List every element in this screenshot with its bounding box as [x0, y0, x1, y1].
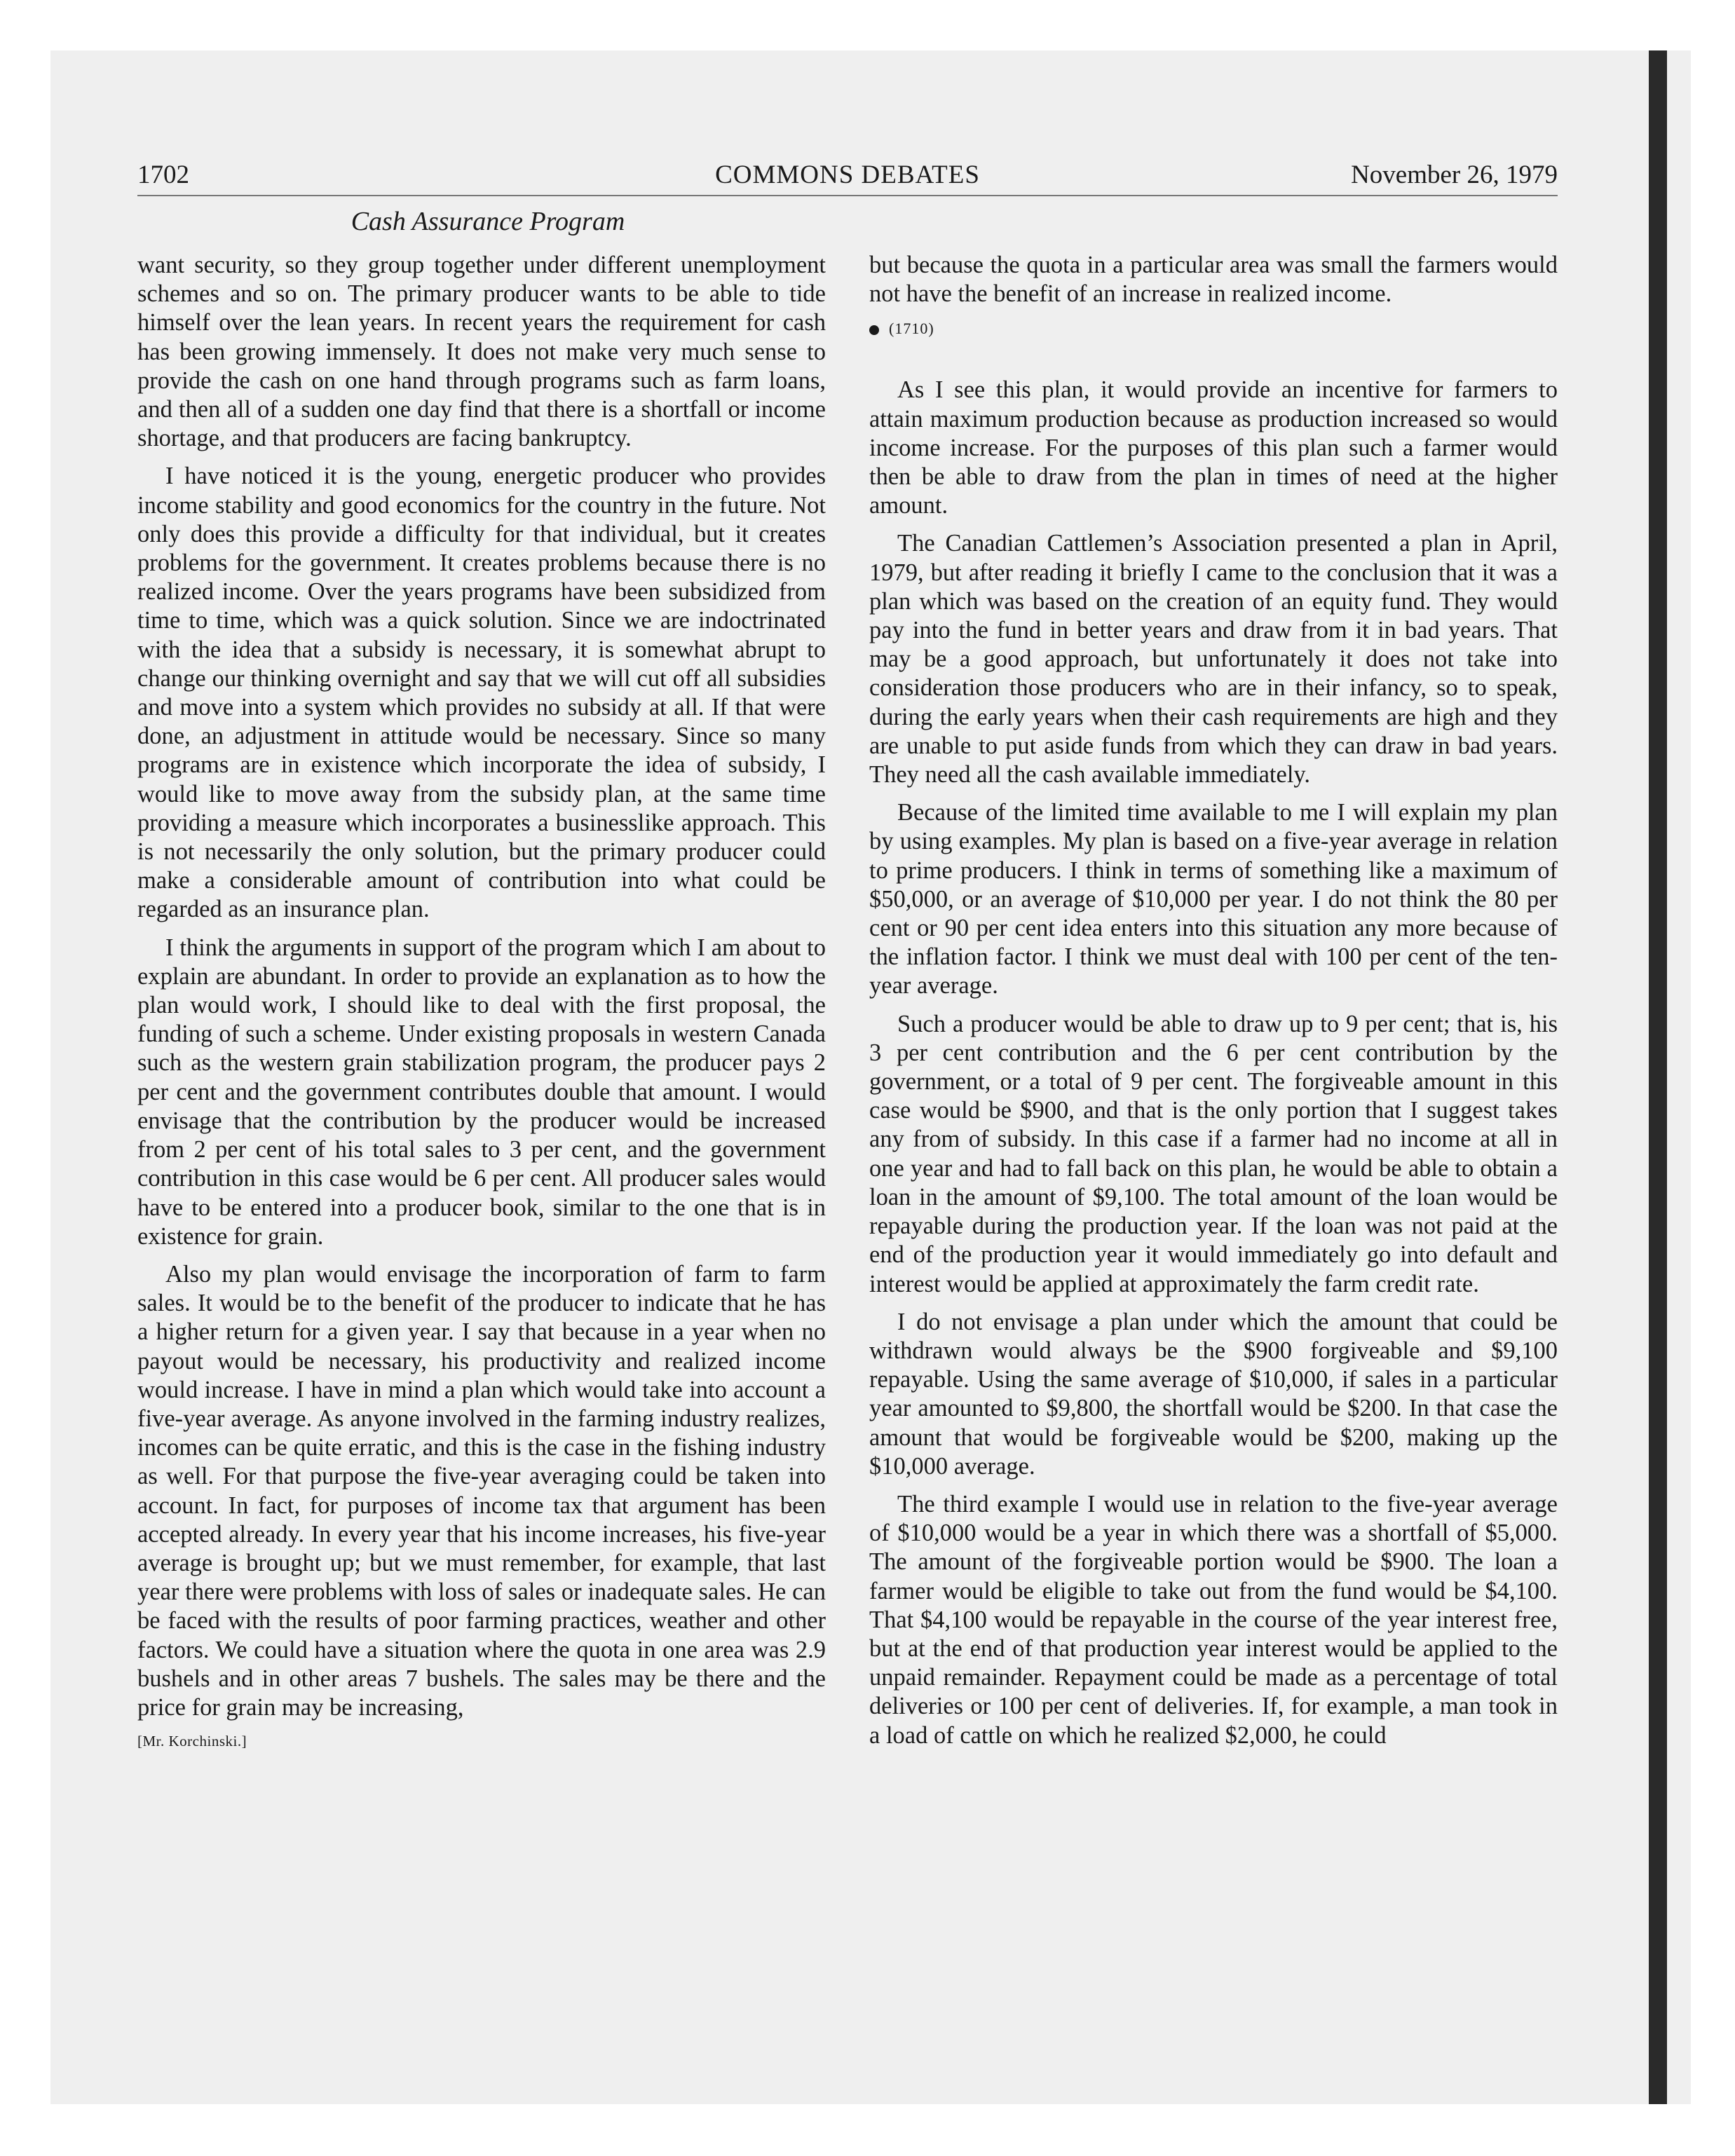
paragraph: The Canadian Cattlemen’s Association presented a plan in April, 1979, but after reading it briefly I came to the conclusion that it was a plan which was based on the creation of an equity fund. They would pay into the fund in better years and draw from it in bad years. That may be a good approach, but unfortunately it does not take into consideration those producers who are in their infancy, so to speak, during the early years when their cash requirements are high and they are unable to put aside funds from which they can draw in bad years. They need all the cash available immediately.: [869, 530, 1558, 789]
scan-edge-bar: [1649, 50, 1667, 2104]
paragraph: I have noticed it is the young, energetic producer who provides income stability and good economics for the country in the future. Not only does this provide a difficulty for that individual, but it creates problems for the government. It creates problems because there is no realized income. Over the years programs have been subsidized from time to time, which was a quick solution. Since we are indoctrinated with the idea that a subsidy is necessary, it is somewhat abrupt to change our thinking overnight and say that we will cut off all subsidies and move into a system which provides no subsidy at all. If that were done, an adjustment in attitude would be necessary. Since so many programs are in existence which incorporate the idea of subsidy, I would like to move away from the subsidy plan, at the same time providing a measure which incorporates a businesslike approach. This is not necessarily the only solution, but the primary producer could make a considerable amount of contribution into what could be regarded as an insurance plan.: [137, 463, 826, 923]
time-marker: [869, 318, 1558, 339]
speaker-attribution: [Mr. Korchinski.]: [137, 1733, 247, 1750]
paragraph: Because of the limited time available to me I will explain my plan by using examples. My plan is based on a five-year average in relation to prime producers. I think in terms of something like a maximum of $50,000, or an average of $10,000 per year. I do not think the 80 per cent or 90 per cent idea enters into this situation any more because of the inflation factor. I think we must deal with 100 per cent of the ten-year average.: [869, 799, 1558, 999]
publication-title: COMMONS DEBATES: [715, 161, 980, 189]
paragraph: want security, so they group together under different unemployment schemes and so on. The primary producer wants to be able to tide himself over the lean years. In recent years the requirement for cash has been growing immensely. It does not make very much sense to provide the cash on one hand through programs such as farm loans, and then all of a sudden one day find that there is a shortfall or income shortage, and that producers are facing bankruptcy.: [137, 252, 826, 452]
subject-heading: Cash Assurance Program: [351, 207, 625, 236]
paragraph-continuation: but because the quota in a particular area was small the farmers would not have the benefit of an increase in realized income.: [869, 252, 1558, 308]
paragraph: As I see this plan, it would provide an incentive for farmers to attain maximum production because as production increased so would income increase. For the purposes of this plan such a farmer would then be able to draw from the plan in times of need at the higher amount.: [869, 376, 1558, 519]
left-column: [137, 251, 826, 1751]
bullet-icon: [869, 325, 879, 335]
page-date: November 26, 1979: [1351, 161, 1558, 189]
paragraph: Also my plan would envisage the incorporation of farm to farm sales. It would be to the benefit of the producer to indicate that he has a higher return for a given year. I say that because in a year when no payout would be necessary, his productivity and realized income would increase. I have in mind a plan which would take into account a five-year average. As anyone involved in the farming industry realizes, incomes can be quite erratic, and this is the case in the fishing industry as well. For that purpose the five-year averaging could be taken into account. In fact, for purposes of income tax that argument has been accepted already. In every year that his income increases, his five-year average is brought up; but we must remember, for example, that last year there were problems with loss of sales or inadequate sales. He can be faced with the results of poor farming practices, weather and other factors. We could have a situation where the quota in one area was 2.9 bushels and in other areas 7 bushels. The sales may be there and the price for grain may be increasing,: [137, 1260, 826, 1721]
paragraph: I do not envisage a plan under which the amount that could be withdrawn would always be the $900 forgiveable and $9,100 repayable. Using the same average of $10,000, if sales in a particular year amounted to $9,800, the shortfall would be $200. In that case the amount that would be forgiveable would be $200, making up the $10,000 average.: [869, 1308, 1558, 1480]
time-marker-label: (1710): [889, 320, 934, 338]
paragraph: Such a producer would be able to draw up to 9 per cent; that is, his 3 per cent contribution and the 6 per cent contribution by the government, or a total of 9 per cent. The forgiveable amount in this case would be $900, and that is the only portion that I suggest takes any from of subsidy. In this case if a farmer had no income at all in one year and had to fall back on this plan, he would be able to obtain a loan in the amount of $9,100. The total amount of the loan would be repayable during the production year. If the loan was not paid at the end of the production year it would immediately go into default and interest would be applied at approximately the farm credit rate.: [869, 1010, 1558, 1297]
page-number: 1702: [137, 161, 189, 189]
right-column: [869, 251, 1558, 1759]
paragraph: The third example I would use in relation to the five-year average of $10,000 would be a year in which there was a shortfall of $5,000. The amount of the forgiveable portion would be $900. The loan a farmer would be eligible to take out from the fund would be $4,100. That $4,100 would be repayable in the course of the year interest free, but at the end of that production year interest would be applied to the unpaid remainder. Repayment could be made as a percentage of total deliveries or 100 per cent of deliveries. If, for example, a man took in a load of cattle on which he realized $2,000, he could: [869, 1490, 1558, 1749]
paragraph: I think the arguments in support of the program which I am about to explain are abundant. In order to provide an explanation as to how the plan would work, I should like to deal with the first proposal, the funding of such a scheme. Under existing proposals in western Canada such as the western grain stabilization program, the producer pays 2 per cent and the government contributes double that amount. I would envisage that the contribution by the producer would be increased from 2 per cent of his total sales to 3 per cent, and the government contribution in this case would be 6 per cent. All producer sales would have to be entered into a producer book, similar to the one that is in existence for grain.: [137, 934, 826, 1250]
page-header: [137, 158, 1558, 196]
